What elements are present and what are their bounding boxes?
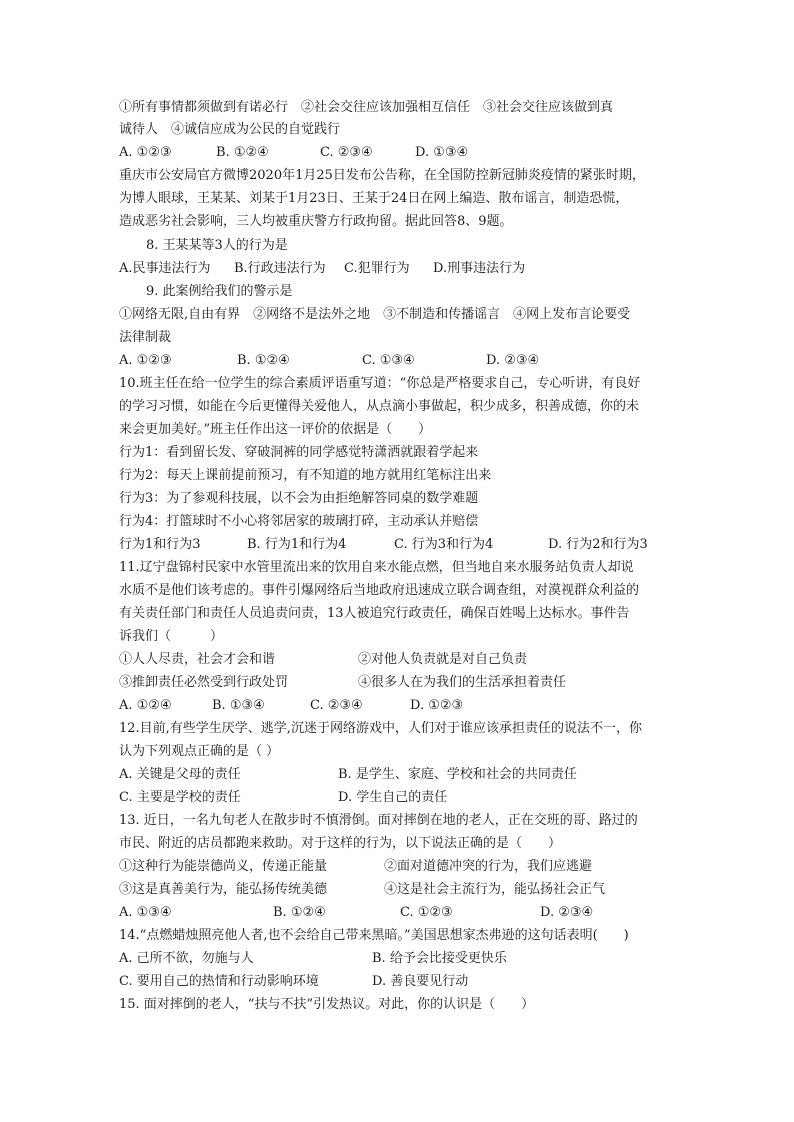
q13-statement-3: ③这是真善美行为，能弘扬传统美德 bbox=[119, 882, 328, 897]
q13-statement-1: ①这种行为能崇德尚义，传递正能量 bbox=[119, 859, 328, 874]
q10-stem-line1: 10.班主任在给一位学生的综合素质评语重写道：“你总是严格要求自己，专心听讲，有良好 bbox=[119, 376, 641, 391]
q13-option-a: A. ①③④ bbox=[119, 905, 172, 920]
q12-option-b: B. 是学生、家庭、学校和社会的共同责任 bbox=[338, 767, 577, 782]
q13-option-c: C. ①②③ bbox=[400, 905, 453, 920]
q13-statement-4: ④这是社会主流行为，能弘扬社会正气 bbox=[384, 882, 606, 897]
q10-behavior-2: 行为2：每天上课前提前预习，有不知道的地方就用红笔标注出来 bbox=[119, 468, 492, 483]
q10-behavior-4: 行为4：打篮球时不小心将邻居家的玻璃打碎，主动承认并赔偿 bbox=[119, 514, 479, 529]
q12-option-d: D. 学生自己的责任 bbox=[338, 790, 448, 805]
q14-option-a: A. 己所不欲，勿施与人 bbox=[119, 951, 254, 966]
q9-option-c: C. ①③④ bbox=[362, 353, 415, 368]
q13-option-b: B. ①②④ bbox=[273, 905, 326, 920]
q10-option-c: C. 行为3和行为4 bbox=[394, 537, 494, 552]
q11-option-b: B. ①③④ bbox=[212, 698, 265, 713]
q7-option-d: D. ①③④ bbox=[415, 145, 469, 160]
q11-statement-1: ①人人尽责，社会才会和谐 bbox=[119, 652, 276, 667]
q14-option-b: B. 给予会比接受更快乐 bbox=[372, 951, 507, 966]
q7-statements-line1: ①所有事情都须做到有诺必行 ②社会交往应该加强相互信任 ③社会交往应该做到真 bbox=[119, 100, 614, 115]
q11-option-c: C. ②③④ bbox=[310, 698, 363, 713]
q11-option-d: D. ①②③ bbox=[410, 698, 464, 713]
material-line3: 造成恶劣社会影响，三人均被重庆警方行政拘留。据此回答8、9题。 bbox=[119, 214, 513, 229]
q11-option-a: A. ①②④ bbox=[119, 698, 172, 713]
q13-stem-line2: 市民、附近的店员都跑来救助。对于这样的行为，以下说法正确的是（ ） bbox=[119, 836, 562, 851]
q7-option-b: B. ①②④ bbox=[216, 145, 269, 160]
q8-option-a: A.民事违法行为 bbox=[119, 261, 211, 276]
q14-option-d: D. 善良要见行动 bbox=[372, 974, 469, 989]
q13-statement-2: ②面对道德冲突的行为，我们应逃避 bbox=[384, 859, 593, 874]
q9-option-b: B. ①②④ bbox=[237, 353, 290, 368]
q9-statements-line1: ①网络无限,自由有界 ②网络不是法外之地 ③不制造和传播谣言 ④网上发布言论要受 bbox=[119, 307, 631, 322]
q11-statement-4: ④很多人在为我们的生活承担着责任 bbox=[358, 675, 567, 690]
q7-statements-line2: 诚待人 ④诚信应成为公民的自觉践行 bbox=[119, 122, 341, 137]
q11-statement-3: ③推卸责任必然受到行政处罚 bbox=[119, 675, 289, 690]
q12-stem-line1: 12.目前,有些学生厌学、逃学,沉迷于网络游戏中，人们对于谁应该承担责任的说法不一，你 bbox=[119, 721, 642, 736]
q9-stem: 9. 此案例给我们的警示是 bbox=[146, 284, 293, 299]
q10-behavior-3: 行为3：为了参观科技展，以不会为由拒绝解答同桌的数学难题 bbox=[119, 491, 479, 506]
q12-option-c: C. 主要是学校的责任 bbox=[119, 790, 241, 805]
q8-option-d: D.刑事违法行为 bbox=[433, 261, 526, 276]
material-line2: 为博人眼球，王某某、刘某于1月23日、王某于24日在网上编造、散布谣言，制造恐慌， bbox=[119, 191, 629, 206]
q11-stem-line1: 11.辽宁盘锦村民家中水管里流出来的饮用自来水能点燃，但当地自来水服务站负责人却说 bbox=[119, 560, 634, 575]
q8-stem: 8. 王某某等3人的行为是 bbox=[146, 238, 288, 253]
q8-option-b: B.行政违法行为 bbox=[234, 261, 326, 276]
q7-option-c: C. ②③④ bbox=[320, 145, 373, 160]
q8-option-c: C.犯罪行为 bbox=[344, 261, 410, 276]
q13-stem-line1: 13. 近日，一名九旬老人在散步时不慎滑倒。面对摔倒在地的老人，正在交班的哥、路过的 bbox=[119, 813, 638, 828]
q10-stem-line2: 的学习习惯，如能在今后更懂得关爱他人，从点滴小事做起，积少成多，积善成德，你的未 bbox=[119, 399, 640, 414]
q11-stem-line2: 水质不是他们该考虑的。事件引爆网络后当地政府迅速成立联合调查组，对漠视群众利益的 bbox=[119, 583, 640, 598]
q11-stem-line3: 有关责任部门和责任人员追责问责，13人被追究行政责任，确保百姓喝上达标水。事件告 bbox=[119, 606, 630, 621]
q13-option-d: D. ②③④ bbox=[540, 905, 594, 920]
q14-option-c: C. 要用自己的热情和行动影响环境 bbox=[119, 974, 319, 989]
q10-option-a: 行为1和行为3 bbox=[119, 537, 201, 552]
q12-option-a: A. 关键是父母的责任 bbox=[119, 767, 241, 782]
q9-option-a: A. ①②③ bbox=[119, 353, 172, 368]
q9-option-d: D. ②③④ bbox=[486, 353, 540, 368]
q11-statement-2: ②对他人负责就是对自己负责 bbox=[358, 652, 528, 667]
q7-option-a: A. ①②③ bbox=[119, 145, 172, 160]
material-line1: 重庆市公安局官方微博2020年1月25日发布公告称，在全国防控新冠肺炎疫情的紧张时期， bbox=[119, 168, 645, 183]
q12-stem-line2: 认为下列观点正确的是（ ） bbox=[119, 744, 280, 759]
q14-stem: 14.“点燃蜡烛照亮他人者,也不会给自己带来黑暗。”美国思想家杰弗逊的这句话表明( ) bbox=[119, 928, 629, 943]
q15-stem: 15. 面对摔倒的老人，“扶与不扶”引发热议。对此，你的认识是（ ） bbox=[119, 997, 535, 1012]
q9-statements-line2: 法律制裁 bbox=[119, 330, 172, 345]
q10-option-d: D. 行为2和行为3 bbox=[548, 537, 648, 552]
q10-behavior-1: 行为1：看到留长发、穿破洞裤的同学感觉特潇洒就跟着学起来 bbox=[119, 445, 479, 460]
q10-stem-line3: 来会更加美好。”班主任作出这一评价的依据是（ ） bbox=[119, 422, 432, 437]
q10-option-b: B. 行为1和行为4 bbox=[247, 537, 347, 552]
q11-stem-line4: 诉我们（ ） bbox=[119, 629, 224, 644]
